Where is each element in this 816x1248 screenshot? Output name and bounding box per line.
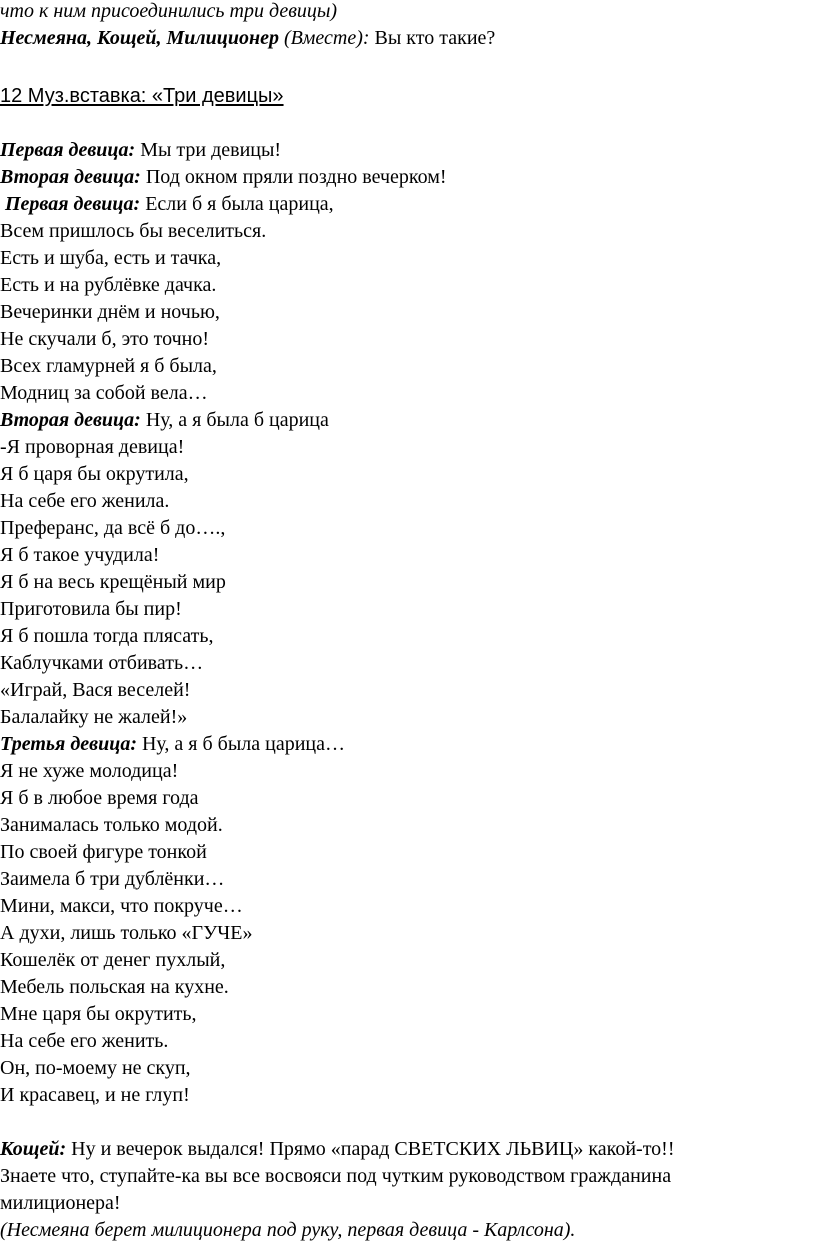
verse-line: «Играй, Вася веселей! bbox=[0, 679, 191, 701]
line-text: Ну и вечерок выдался! Прямо «парад СВЕТСКИХ ЛЬВИЦ» какой-то!! bbox=[66, 1138, 675, 1160]
speaker-name: Третья девица: bbox=[0, 733, 137, 755]
verse-line: Каблучками отбивать… bbox=[0, 652, 204, 674]
speaker-name: Кощей: bbox=[0, 1138, 67, 1160]
verse-line: Мебель польская на кухне. bbox=[0, 976, 229, 998]
verse-line: Он, по-моему не скуп, bbox=[0, 1057, 191, 1079]
verse-line: Балалайку не жалей!» bbox=[0, 706, 188, 728]
verse-line: Есть и на рублёвке дачка. bbox=[0, 274, 217, 296]
dialogue-line bbox=[0, 137, 281, 164]
verse-line: Мини, макси, что покруче… bbox=[0, 895, 243, 917]
line-text: Под окном пряли поздно вечерком! bbox=[140, 166, 447, 188]
verse-line: Всем пришлось бы веселиться. bbox=[0, 220, 267, 242]
line-text: Вы кто такие? bbox=[369, 27, 496, 49]
prose-line: Знаете что, ступайте-ка вы все восвояси под чутким руководством гражданина bbox=[0, 1165, 672, 1187]
speaker-name: Вторая девица: bbox=[0, 166, 141, 188]
dialogue-line bbox=[0, 191, 334, 218]
verse-line: Я не хуже молодица! bbox=[0, 760, 179, 782]
verse-line: Вечеринки днём и ночью, bbox=[0, 301, 220, 323]
verse-line: И красавец, и не глуп! bbox=[0, 1084, 190, 1106]
dialogue-line bbox=[0, 407, 329, 434]
verse-line: -Я проворная девица! bbox=[0, 436, 185, 458]
verse-line: Приготовила бы пир! bbox=[0, 598, 182, 620]
verse-line: А духи, лишь только «ГУЧЕ» bbox=[0, 922, 253, 944]
line-text: Если б я была царица, bbox=[140, 193, 334, 215]
stage-direction-line: (Несмеяна берет милиционера под руку, первая девица - Карлсона). bbox=[0, 1219, 576, 1241]
verse-line: Занималась только модой. bbox=[0, 814, 223, 836]
verse-line: По своей фигуре тонкой bbox=[0, 841, 207, 863]
section-heading: 12 Муз.вставка: «Три девицы» bbox=[0, 85, 284, 107]
verse-line: Я б царя бы окрутила, bbox=[0, 463, 189, 485]
verse-line: Я б в любое время года bbox=[0, 787, 199, 809]
verse-line: На себе его женила. bbox=[0, 490, 170, 512]
verse-line: Есть и шуба, есть и тачка, bbox=[0, 247, 222, 269]
verse-line: Не скучали б, это точно! bbox=[0, 328, 210, 350]
speaker-name: Первая девица: bbox=[0, 193, 141, 215]
verse-line: Я б пошла тогда плясать, bbox=[0, 625, 214, 647]
verse-line: Модниц за собой вела… bbox=[0, 382, 208, 404]
speaker-name: Первая девица: bbox=[0, 139, 136, 161]
verse-line: Мне царя бы окрутить, bbox=[0, 1003, 197, 1025]
prose-line: милиционера! bbox=[0, 1192, 121, 1214]
line-text: Мы три девицы! bbox=[135, 139, 282, 161]
verse-line: Всех гламурней я б была, bbox=[0, 355, 217, 377]
stage-direction: (Вместе): bbox=[279, 27, 370, 49]
verse-line: Я б такое учудила! bbox=[0, 544, 160, 566]
verse-line: Преферанс, да всё б до…., bbox=[0, 517, 226, 539]
dialogue-line bbox=[0, 731, 345, 758]
speaker-name: Вторая девица: bbox=[0, 409, 141, 431]
stage-direction-line: что к ним присоединились три девицы) bbox=[0, 0, 338, 22]
line-text: Ну, а я была б царица bbox=[140, 409, 329, 431]
dialogue-line bbox=[0, 164, 447, 191]
verse-line: Кошелёк от денег пухлый, bbox=[0, 949, 226, 971]
verse-line: Заимела б три дублёнки… bbox=[0, 868, 225, 890]
line-text: Ну, а я б была царица… bbox=[136, 733, 346, 755]
verse-line: Я б на весь крещёный мир bbox=[0, 571, 226, 593]
dialogue-line bbox=[0, 25, 495, 52]
dialogue-line bbox=[0, 1136, 675, 1163]
speaker-name: Несмеяна, Кощей, Милиционер bbox=[0, 27, 280, 49]
verse-line: На себе его женить. bbox=[0, 1030, 169, 1052]
